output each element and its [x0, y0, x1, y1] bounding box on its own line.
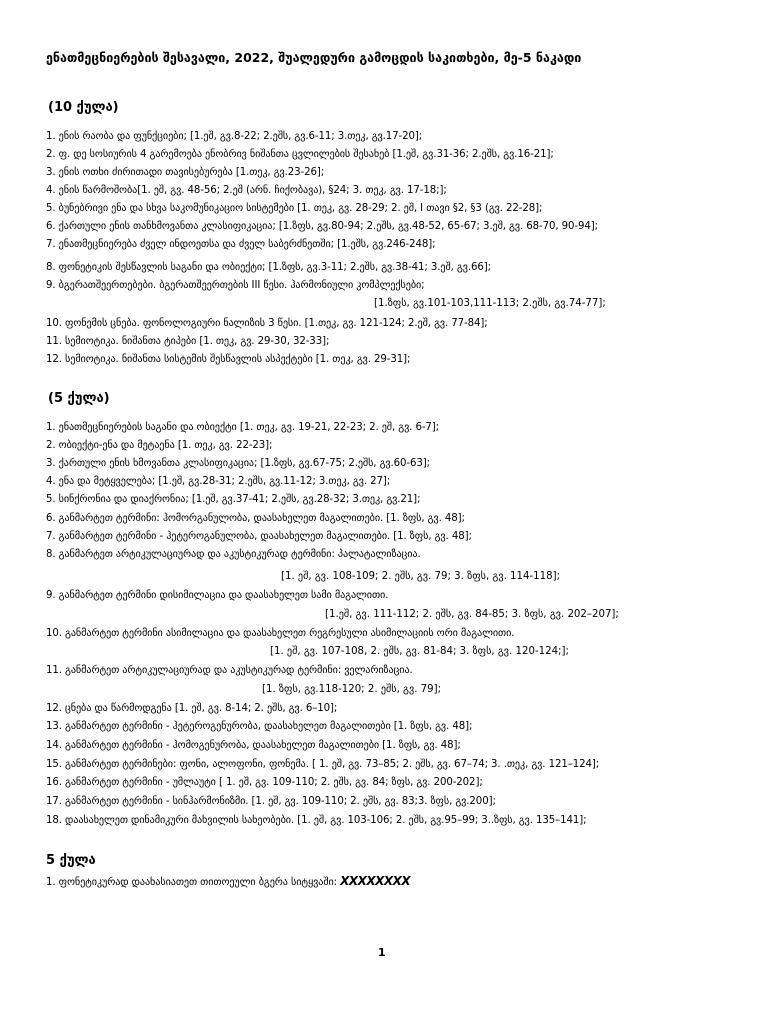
- list-item: 11. განმარტეთ არტიკულაციურად და აკუსტიკურად ტერმინი: ველარიზაცია.: [46, 665, 413, 676]
- list-item: 14. განმარტეთ ტერმინი - ჰომოგენურობა, დაასახელეთ მაგალითები [1. ზფს, გვ. 48];: [46, 740, 461, 751]
- page-number: 1: [378, 946, 386, 959]
- list-item: 18. დაასახელეთ დინამიკური მახვილის სახეობები. [1. ეშ, გვ. 103-106; 2. ეშს, გვ.95–99; 3..ზფს, გვ. 135–141];: [46, 815, 587, 826]
- list-item: 13. განმარტეთ ტერმინი - ჰეტეროგენურობა, დაასახელეთ მაგალითები [1. ზფს, გვ. 48];: [46, 721, 473, 732]
- list-item: 6. განმარტეთ ტერმინი: ჰომორგანულობა, დაასახელეთ მაგალითები. [1. ზფს, გვ. 48];: [46, 513, 465, 524]
- list-item: 5. სინქრონია და დიაქრონია; [1.ეშ, გვ.37-41; 2.ეშს, გვ.28-32; 3.თეკ, გვ.21];: [46, 494, 421, 505]
- reference-continuation: [1. ეშ, გვ. 107-108, 2. ეშს, გვ. 81-84; 3. ზფს, გვ. 120-124;];: [270, 646, 569, 657]
- list-item: 1. ენათმეცნიერების საგანი და ობიექტი [1. თეკ, გვ. 19-21, 22-23; 2. ეშ, გვ. 6-7];: [46, 422, 440, 433]
- list-item: 8. განმარტეთ არტიკულაციურად და აკუსტიკურად ტერმინი: პალატალიზაცია.: [46, 549, 421, 560]
- list-item: 3. ქართული ენის ხმოვანთა კლასიფიკაცია; [1.ზფს, გვ.67-75; 2.ეშს, გვ.60-63];: [46, 458, 430, 469]
- list-item: 10. ფონემის ცნება. ფონოლოგიური ნალიზის 3 წესი. [1.თეკ, გვ. 121-124; 2.ეშ, გვ. 77-84];: [46, 318, 488, 329]
- section-heading: (10 ქულა): [48, 100, 119, 115]
- list-item: 3. ენის ოთხი ძირითადი თავისებურება [1.თეკ, გვ.23-26];: [46, 167, 325, 178]
- list-item: 2. ობიექტი-ენა და მეტაენა [1. თეკ, გვ. 22-23];: [46, 440, 273, 451]
- reference-continuation: [1. ეშ, გვ. 108-109; 2. ეშს, გვ. 79; 3. ზფს, გვ. 114-118];: [281, 571, 561, 582]
- list-item: 4. ენის წარმოშობა[1. ეშ, გვ. 48-56; 2.ეშ (არნ. ჩიქობავა), §24; 3. თეკ, გვ. 17-18;];: [46, 185, 447, 196]
- list-item: 9. ბგერათშეერთებები. ბგერათშეერთების III წესი. ჰარმონიული კომპლექსები;: [46, 280, 425, 291]
- list-item: 12. ცნება და წარმოდგენა [1. ეშ, გვ. 8-14; 2. ეშს, გვ. 6–10];: [46, 703, 338, 714]
- document-title: ენათმეცნიერების შესავალი, 2022, შუალედური გამოცდის საკითხები, მე-5 ნაკადი: [46, 50, 582, 65]
- reference-continuation: [1. ზფს, გვ.118-120; 2. ეშს, გვ. 79];: [262, 684, 442, 695]
- section-heading: 5 ქულა: [46, 853, 96, 868]
- list-item: 6. ქართული ენის თანხმოვანთა კლასიფიკაცია; [1.ზფს, გვ.80-94; 2.ეშს, გვ.48-52, 65-67; 3.ეშ, გვ. 68-70, 90-94];: [46, 221, 598, 232]
- section-heading: (5 ქულა): [48, 391, 110, 406]
- list-item: 7. ენათმეცნიერება ძველ ინდოეთსა და ძველ საბერძნეთში; [1.ეშს, გვ.246-248];: [46, 239, 436, 250]
- list-item: 12. სემიოტიკა. ნიშანთა სისტემის შესწავლის ასპექტები [1. თეკ, გვ. 29-31];: [46, 354, 411, 365]
- list-item: [46, 874, 410, 888]
- list-item: 15. განმარტეთ ტერმინები: ფონი, ალოფონი, ფონემა. [ 1. ეშ, გვ. 73–85; 2. ეშს, გვ. 67–74; 3. .თეკ, გვ. 121–124];: [46, 759, 600, 770]
- reference-continuation: [1.ეშ, გვ. 111-112; 2. ეშს, გვ. 84-85; 3. ზფს, გვ. 202–207];: [325, 609, 619, 620]
- list-item: 17. განმარტეთ ტერმინი - სინჰარმონიზმი. [1. ეშ, გვ. 109-110; 2. ეშს, გვ. 83;3. ზფს, გვ.200];: [46, 796, 496, 807]
- list-item: 2. ფ. დე სოსიურის 4 გარემოება ენობრივ ნიშანთა ცვლილების შესახებ [1.ეშ, გვ.31-36; 2.ეშს, გვ.16-21];: [46, 149, 554, 160]
- reference-continuation: [1.ზფს, გვ.101-103,111-113; 2.ეშს, გვ.74-77];: [374, 298, 606, 309]
- placeholder-word: XXXXXXXX: [340, 874, 411, 888]
- list-item: 16. განმარტეთ ტერმინი - უმლაუტი [ 1. ეშ, გვ. 109-110; 2. ეშს, გვ. 84; ზფს, გვ. 200-202];: [46, 777, 483, 788]
- list-item: 4. ენა და მეტყველება; [1.ეშ, გვ.28-31; 2.ეშს, გვ.11-12; 3.თეკ, გვ. 27];: [46, 476, 391, 487]
- list-item-text: 1. ფონეტიკურად დაახასიათეთ თითოეული ბგერა სიტყვაში:: [46, 877, 341, 888]
- list-item: 9. განმარტეთ ტერმინი დისიმილაცია და დაასახელეთ სამი მაგალითი.: [46, 590, 389, 601]
- list-item: 5. ბუნებრივი ენა და სხვა საკომუნიკაციო სისტემები [1. თეკ, გვ. 28-29; 2. ეშ, I თავი §2, §3 (გვ. 22-28];: [46, 203, 543, 214]
- list-item: 8. ფონეტიკის შესწავლის საგანი და ობიექტი; [1.ზფს, გვ.3-11; 2.ეშს, გვ.38-41; 3.ეშ, გვ.66];: [46, 262, 491, 273]
- list-item: 7. განმარტეთ ტერმინი - ჰეტეროგანულობა, დაასახელეთ მაგალითები. [1. ზფს, გვ. 48];: [46, 531, 472, 542]
- list-item: 1. ენის რაობა და ფუნქციები; [1.ეშ, გვ.8-22; 2.ეშს, გვ.6-11; 3.თეკ, გვ.17-20];: [46, 131, 423, 142]
- list-item: 11. სემიოტიკა. ნიშანთა ტიპები [1. თეკ, გვ. 29-30, 32-33];: [46, 336, 330, 347]
- list-item: 10. განმარტეთ ტერმინი ასიმილაცია და დაასახელეთ რეგრესული ასიმილაციის ორი მაგალითი.: [46, 628, 515, 639]
